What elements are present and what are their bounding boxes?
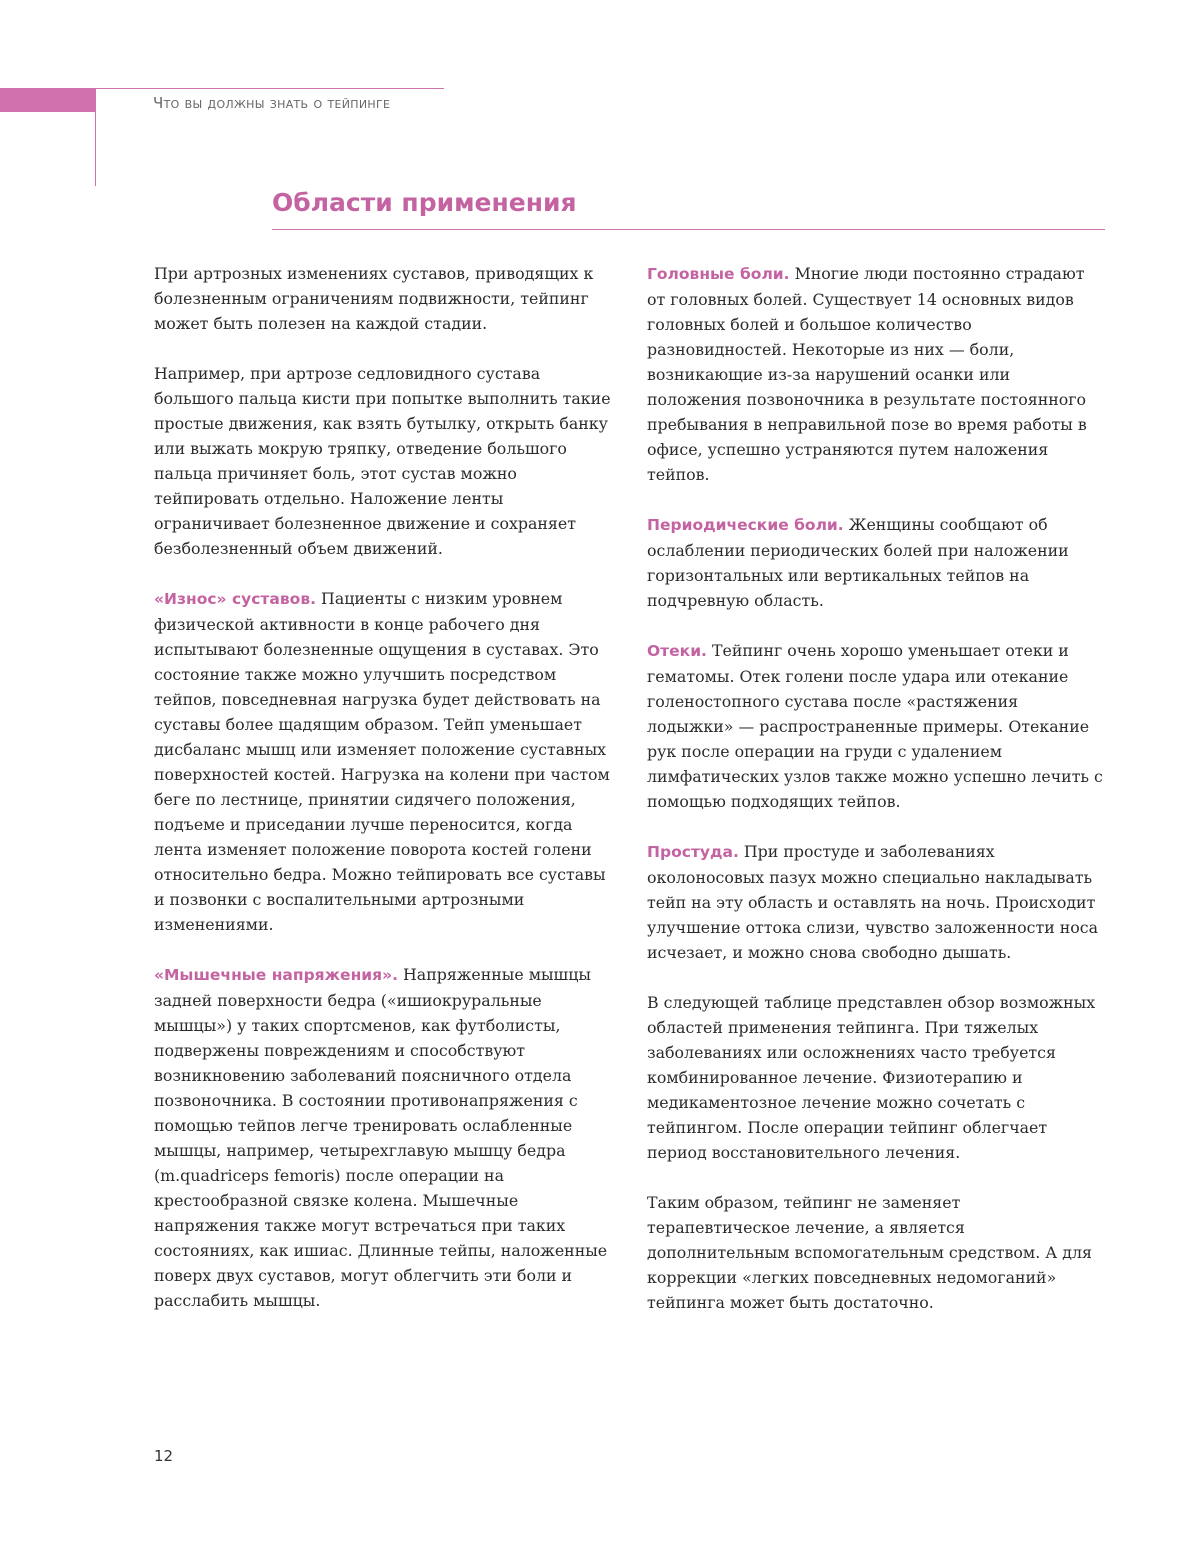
- section-title: Области применения: [272, 188, 577, 217]
- paragraph-body: Женщины сообщают об ослаблении периодических болей при наложении горизонтальных или вертикальных тейпов на подчревную область.: [647, 515, 1069, 610]
- paragraph: В следующей таблице представлен обзор возможных областей применения тейпинга. При тяжелых заболеваниях или осложнениях часто требуется комбинированное лечение. Физиотерапию и медикаментозное лечение можно сочетать с тейпингом. После операции тейпинг облегчает период восстановительного лечения.: [647, 993, 1096, 1162]
- page-number: 12: [154, 1447, 174, 1465]
- paragraph-lead: «Износ» суставов.: [154, 590, 317, 608]
- paragraph-body: Многие люди постоянно страдают от головных болей. Существует 14 основных видов головных болей и большое количество разновидностей. Некоторые из них — боли, возникающие из-за нарушений осанки или положения позвоночника в результате постоянного пребывания в неправильной позе во время работы в офисе, успешно устраняются путем наложения тейпов.: [647, 264, 1087, 484]
- paragraph-lead: Отеки.: [647, 642, 707, 660]
- paragraph-body: Напряженные мышцы задней поверхности бедра («ишиокруральные мышцы») у таких спортсменов, как футболисты, подвержены повреждениям и способствуют возникновению заболеваний поясничного отдела позвоночника. В состоянии противонапряжения с помощью тейпов легче тренировать ослабленные мышцы, например, четырехглавую мышцу бедра (m.quadriceps femoris) после операции на крестообразной связке колена. Мышечные напряжения также могут встречаться при таких состояниях, как ишиас. Длинные тейпы, наложенные поверх двух суставов, могут облегчить эти боли и расслабить мышцы.: [154, 965, 608, 1310]
- paragraph-lead: Головные боли.: [647, 265, 790, 283]
- paragraph-body: При простуде и заболеваниях околоносовых пазух можно специально накладывать тейп на эту область и оставлять на ночь. Происходит улучшение оттока слизи, чувство заложенности носа исчезает, и можно снова свободно дышать.: [647, 842, 1099, 962]
- paragraph-joint-wear: [154, 586, 614, 937]
- header-vertical-rule: [95, 88, 96, 186]
- title-rule: [272, 229, 1105, 230]
- paragraph-cold: [647, 839, 1107, 965]
- running-head: Что вы должны знать о тейпинге: [153, 94, 391, 112]
- paragraph: При артрозных изменениях суставов, приводящих к болезненным ограничениям подвижности, тейпинг может быть полезен на каждой стадии.: [154, 264, 594, 333]
- paragraph-lead: Простуда.: [647, 843, 739, 861]
- paragraph-body: Тейпинг очень хорошо уменьшает отеки и гематомы. Отек голени после удара или отекание голеностопного сустава после «растяжения лодыжки» — распространенные примеры. Отекание рук после операции на груди с удалением лимфатических узлов также можно успешно лечить с помощью подходящих тейпов.: [647, 641, 1103, 811]
- header-rule: [96, 88, 444, 89]
- paragraph-periodic-pain: [647, 512, 1107, 613]
- paragraph: Например, при артрозе седловидного сустава большого пальца кисти при попытке выполнить такие простые движения, как взять бутылку, открыть банку или выжать мокрую тряпку, отведение большого пальца причиняет боль, этот сустав можно тейпировать отдельно. Наложение ленты ограничивает болезненное движение и сохраняет безболезненный объем движений.: [154, 364, 611, 558]
- paragraph-body: Пациенты с низким уровнем физической активности в конце рабочего дня испытывают болезненные ощущения в суставах. Это состояние также можно улучшить посредством тейпов, повседневная нагрузка будет действовать на суставы более щадящим образом. Тейп уменьшает дисбаланс мышц или изменяет положение суставных поверхностей костей. Нагрузка на колени при частом беге по лестнице, принятии сидячего положения, подъеме и приседании лучше переносится, когда лента изменяет положение поворота костей голени относительно бедра. Можно тейпировать все суставы и позвонки с воспалительными артрозными изменениями.: [154, 589, 610, 934]
- paragraph-edema: [647, 638, 1107, 814]
- paragraph-muscle-tension: [154, 962, 614, 1313]
- paragraph: Таким образом, тейпинг не заменяет терапевтическое лечение, а является дополнительным вспомогательным средством. А для коррекции «легких повседневных недомоганий» тейпинга может быть достаточно.: [647, 1193, 1092, 1312]
- right-column: [647, 261, 1107, 1315]
- paragraph-headaches: [647, 261, 1107, 487]
- paragraph-lead: «Мышечные напряжения».: [154, 966, 398, 984]
- left-column: [154, 261, 614, 1313]
- paragraph-lead: Периодические боли.: [647, 516, 844, 534]
- accent-tab: [0, 88, 96, 112]
